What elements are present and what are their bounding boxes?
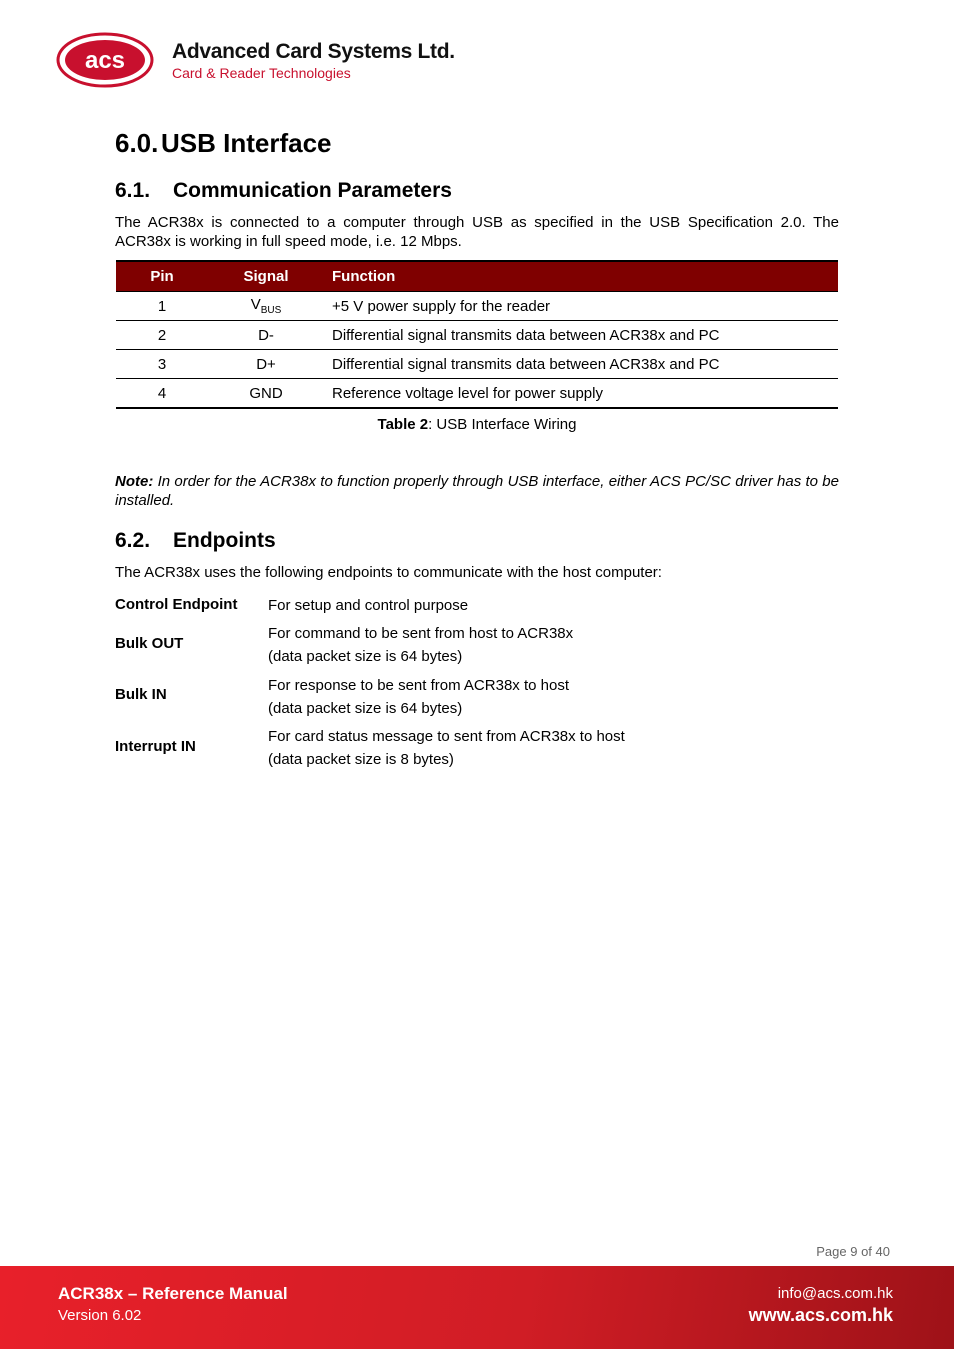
endpoint-name: Interrupt IN xyxy=(115,738,196,755)
cell-signal: GND xyxy=(208,379,324,409)
cell-pin: 4 xyxy=(116,379,208,409)
section-number: 6.0. xyxy=(115,128,159,158)
footer-version: Version 6.02 xyxy=(58,1307,142,1324)
subsection-heading-endpoints xyxy=(115,529,276,553)
endpoint-line: For card status message to sent from ACR38x to host xyxy=(268,728,625,745)
endpoint-line: (data packet size is 8 bytes) xyxy=(268,751,454,768)
endpoint-name: Control Endpoint xyxy=(115,596,238,613)
header-pin: Pin xyxy=(116,261,208,292)
caption-text: : USB Interface Wiring xyxy=(428,416,577,433)
usb-wiring-table xyxy=(116,260,838,409)
endpoint-line: (data packet size is 64 bytes) xyxy=(268,700,463,717)
subsection-title: Endpoints xyxy=(173,529,276,552)
table-header-row xyxy=(116,261,838,292)
communication-paragraph: The ACR38x is connected to a computer through USB as specified in the USB Specification 2.0. The ACR38x is working in full speed mode, i.e. 12 Mbps. xyxy=(115,214,839,250)
header-function: Function xyxy=(324,261,838,292)
cell-signal: D- xyxy=(208,321,324,350)
endpoint-line: For command to be sent from host to ACR38x xyxy=(268,625,574,642)
cell-signal xyxy=(208,292,324,321)
subsection-heading-communication xyxy=(115,179,452,203)
table-row xyxy=(116,350,838,379)
cell-function: +5 V power supply for the reader xyxy=(324,292,838,321)
caption-label: Table 2 xyxy=(377,416,429,433)
company-logo xyxy=(55,28,475,98)
cell-signal: D+ xyxy=(208,350,324,379)
endpoint-line: For setup and control purpose xyxy=(268,597,469,614)
table-caption xyxy=(115,416,839,433)
footer-title: ACR38x – Reference Manual xyxy=(58,1284,288,1303)
subsection-number: 6.2. xyxy=(115,529,151,552)
logo-text: acs xyxy=(84,47,126,74)
signal-subscript: BUS xyxy=(260,305,282,316)
section-title: USB Interface xyxy=(161,128,332,158)
footer-website-link[interactable]: www.acs.com.hk xyxy=(748,1305,893,1325)
endpoint-line: (data packet size is 64 bytes) xyxy=(268,648,463,665)
subsection-title: Communication Parameters xyxy=(173,179,452,202)
cell-pin: 2 xyxy=(116,321,208,350)
endpoint-name: Bulk OUT xyxy=(115,635,184,652)
page-number: Page 9 of 40 xyxy=(816,1244,890,1259)
company-tagline: Card & Reader Technologies xyxy=(172,65,351,81)
endpoint-name: Bulk IN xyxy=(115,686,167,703)
endpoint-description xyxy=(268,622,573,668)
company-name: Advanced Card Systems Ltd. xyxy=(172,40,455,63)
table-row xyxy=(116,292,838,321)
table-row xyxy=(116,379,838,409)
cell-function: Differential signal transmits data between ACR38x and PC xyxy=(324,350,838,379)
cell-pin: 3 xyxy=(116,350,208,379)
header-signal: Signal xyxy=(208,261,324,292)
page-footer xyxy=(0,1266,954,1349)
cell-function: Differential signal transmits data between ACR38x and PC xyxy=(324,321,838,350)
table-row xyxy=(116,321,838,350)
subsection-number: 6.1. xyxy=(115,179,151,202)
footer-email-link[interactable]: info@acs.com.hk xyxy=(777,1285,893,1302)
cell-function: Reference voltage level for power supply xyxy=(324,379,838,409)
endpoint-line: For response to be sent from ACR38x to host xyxy=(268,677,569,694)
endpoints-paragraph: The ACR38x uses the following endpoints to communicate with the host computer: xyxy=(115,564,662,581)
endpoint-description xyxy=(268,594,468,617)
note-label: Note: xyxy=(115,473,154,490)
note-text: In order for the ACR38x to function properly through USB interface, either ACS PC/SC driver has to be installed. xyxy=(115,473,839,509)
signal-text: V xyxy=(250,296,261,313)
endpoint-description xyxy=(268,725,625,771)
endpoint-description xyxy=(268,674,569,720)
cell-pin: 1 xyxy=(116,292,208,321)
section-heading xyxy=(115,128,332,159)
acs-logo-icon xyxy=(55,30,155,88)
note-paragraph xyxy=(115,472,839,510)
